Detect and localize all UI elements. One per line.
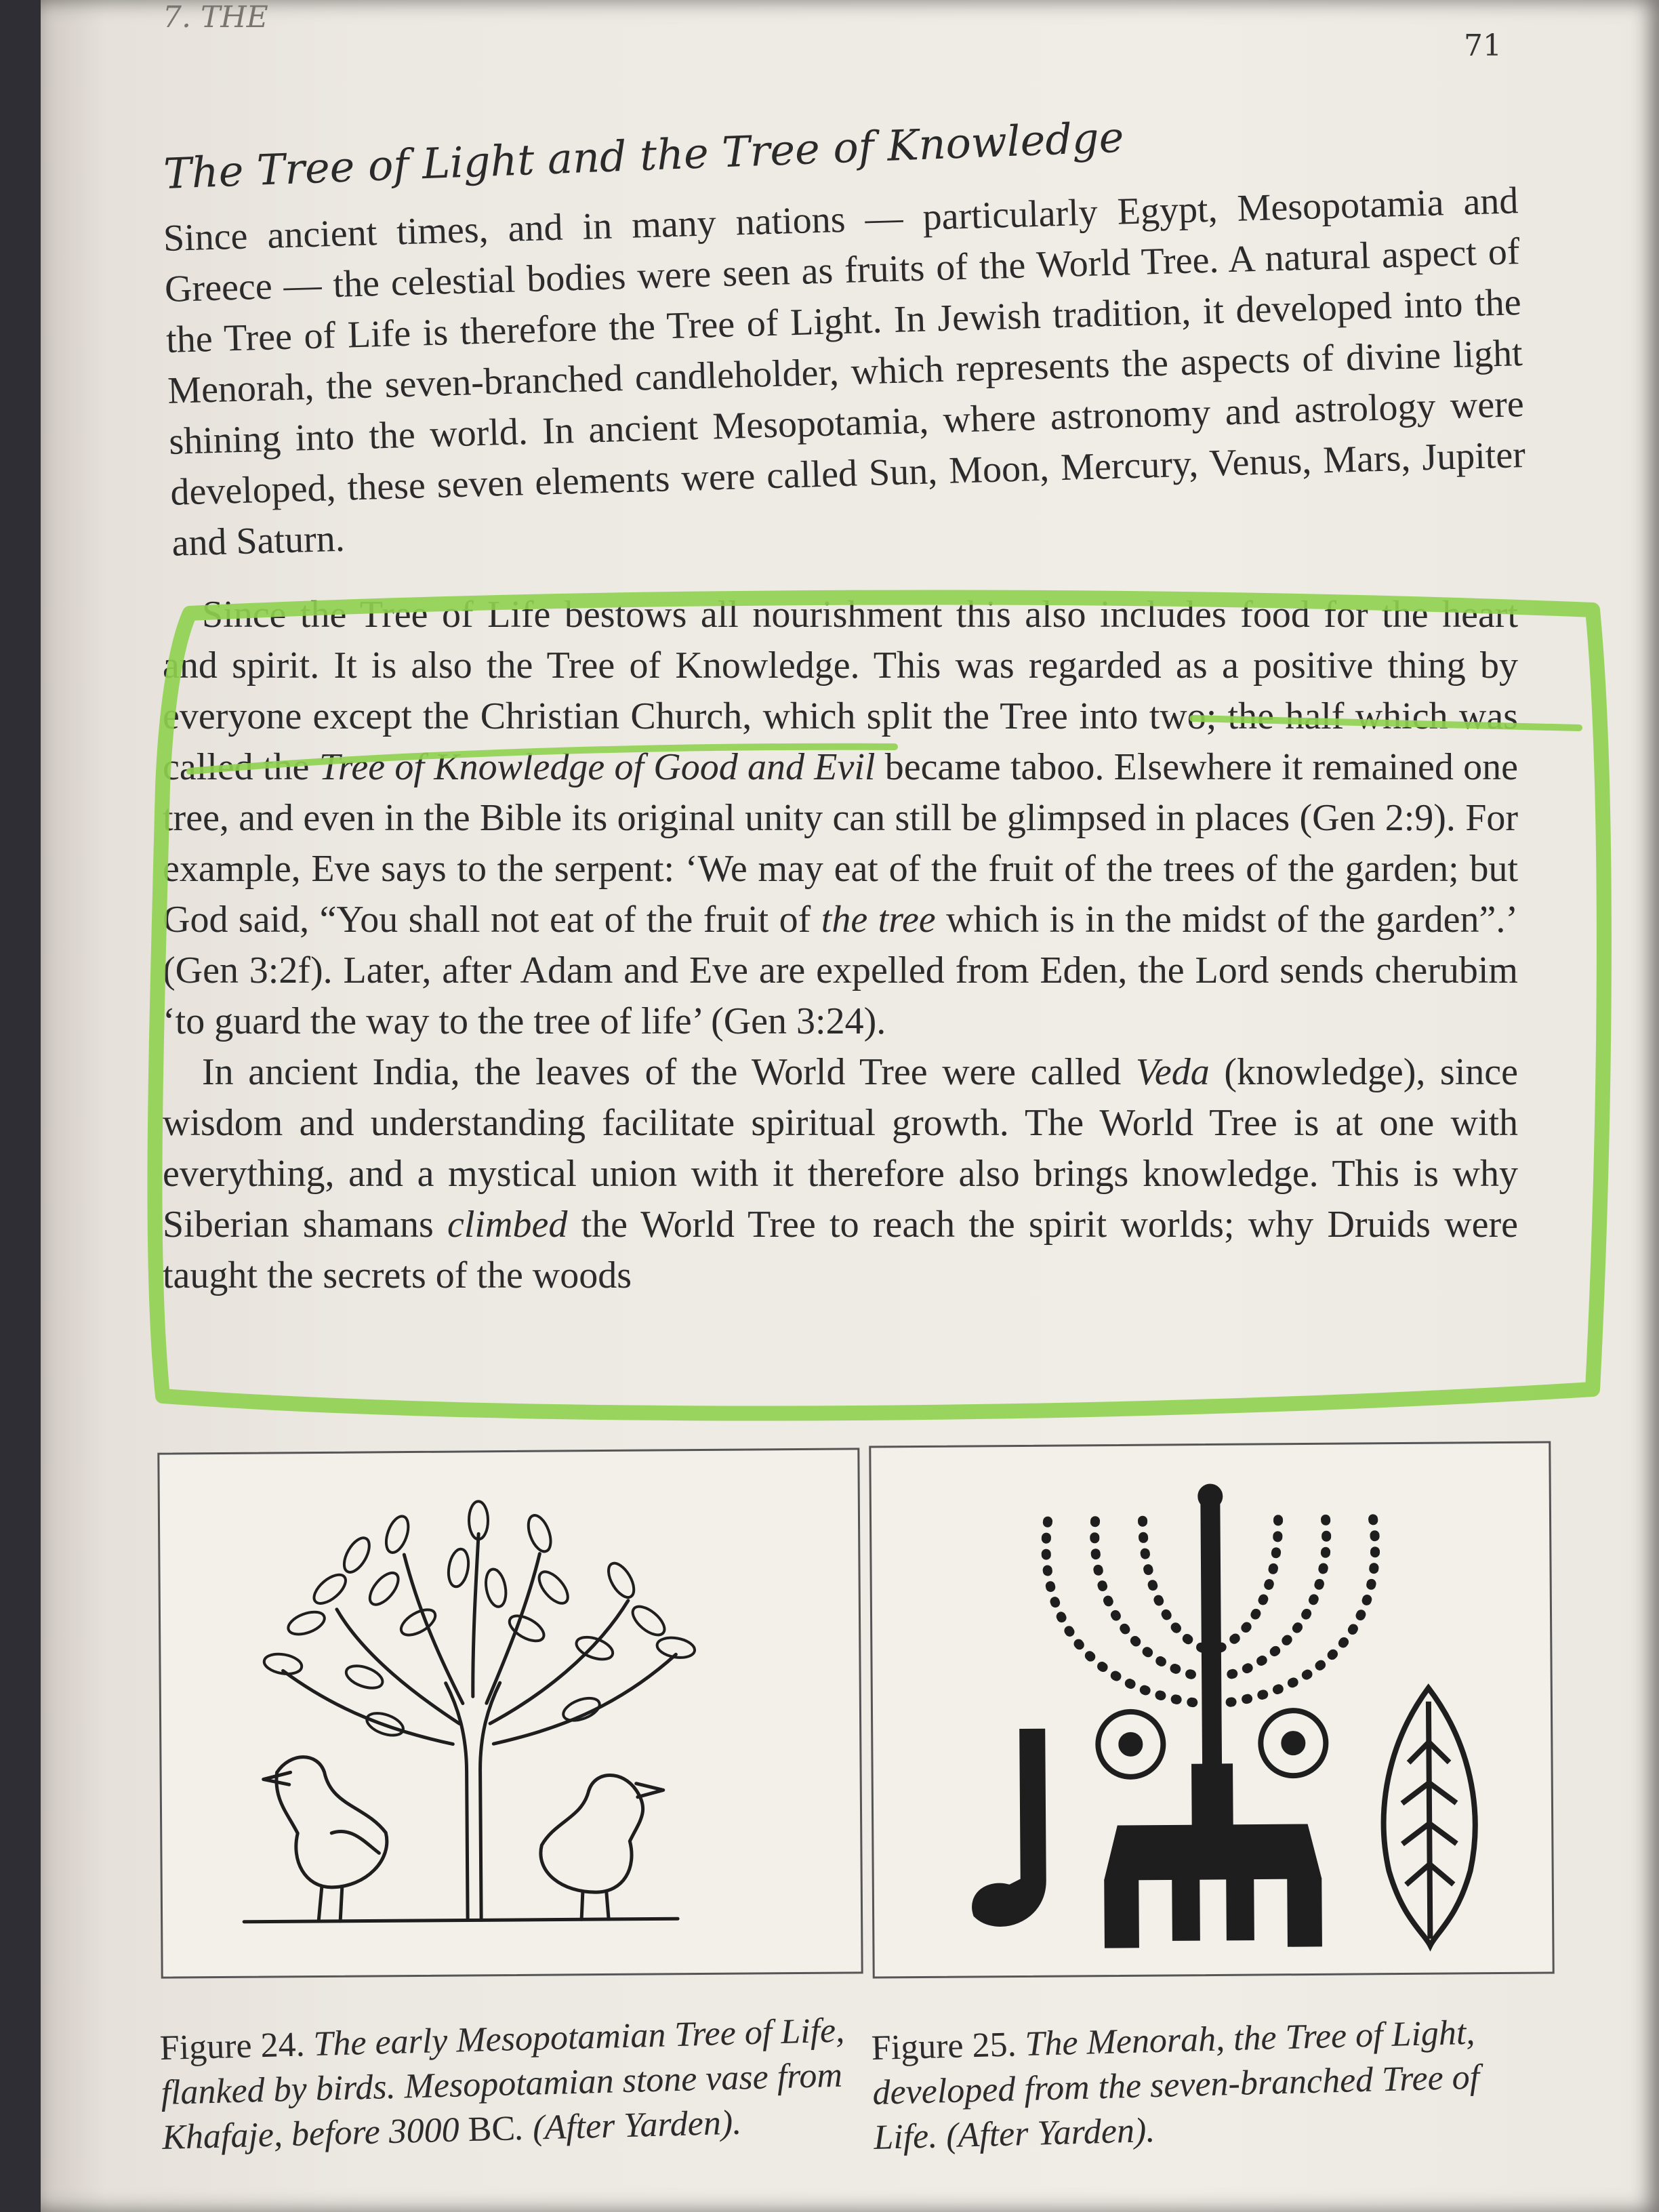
page-number: 71 <box>1464 28 1502 63</box>
section-title: The Tree of Light and the Tree of Knowledge <box>163 112 1125 199</box>
paragraph-3-italic-veda: Veda <box>1135 1051 1210 1093</box>
tree-of-life-illustration <box>159 1450 861 1976</box>
paragraph-3-italic-climbed: climbed <box>447 1204 568 1246</box>
paragraph-1: Since ancient times, and in many nations — particularly Egypt, Mesopotamia and Greece — the celestial bodies were seen as fruits of the World Tree. A natural aspect of the Tree of Life is therefore the Tree of Light. In Jewish tradition, it developed into the Menorah, the seven-branched candleholder, which represents the aspects of divine light shining into the world. In ancient Mesopotamia, where astronomy and astrology were developed, these seven elements were called Sun, Moon, Mercury, Venus, Mars, Jupiter and Saturn. <box>163 180 1526 565</box>
paragraph-3 <box>163 1047 1518 1301</box>
paragraph-2-text-b: became taboo. Elsewhere it remained one tree, and even in the Bible its original unity can still be glimpsed in places (Gen 2:9). For example, Eve says to the serpent: ‘We may eat of the fruit of the trees of the garden; but God said, “You shall not eat of the fruit of <box>163 746 1518 941</box>
figure-24-caption-text-a: The early Mesopotamian Tree of Life, flanked by birds. Mesopotamian stone vase from Khafaje, before 3000 <box>160 2011 845 2157</box>
figure-25-label: Figure 25. <box>871 2025 1017 2068</box>
figure-25-caption <box>871 2009 1552 2160</box>
figure-24-caption-era: BC <box>467 2109 516 2150</box>
figure-24-caption <box>159 2007 881 2160</box>
paragraph-2-text-c: which is in the midst of the garden”.’ (Gen 3:2f). Later, after Adam and Eve are expelled from Eden, the Lord sends cherubim ‘to guard the way to the tree of life’ (Gen 3:24). <box>163 899 1519 1042</box>
paragraph-3-text-c: the World Tree to reach the spirit worlds; why Druids were taught the secrets of the woods <box>163 1204 1518 1296</box>
paragraph-3-text-b: (knowledge), since wisdom and understanding facilitate spiritual growth. The World Tree is at one with everything, and a mystical union with it therefore also brings knowledge. This is why Siberian shamans <box>163 1051 1518 1246</box>
figure-25-caption-text: The Menorah, the Tree of Light, developed from the seven-branched Tree of Life. (After Yarden). <box>872 2013 1480 2157</box>
paragraph-3-text-a: In ancient India, the leaves of the World Tree were called <box>202 1051 1136 1093</box>
menorah-illustration <box>871 1443 1552 1977</box>
paragraph-2-italic-title: Tree of Knowledge of Good and Evil <box>319 746 876 788</box>
paragraph-2-italic-tree: the tree <box>821 899 936 941</box>
running-head: 7. THE <box>163 0 268 35</box>
paragraph-2 <box>163 590 1518 1047</box>
figure-24-label: Figure 24. <box>159 2025 306 2068</box>
body-text <box>163 180 1526 1301</box>
book-page <box>41 0 1659 2212</box>
figure-24-tree-of-life <box>157 1448 863 1978</box>
figure-25-menorah <box>869 1441 1554 1978</box>
paragraph-2-text-a: Since the Tree of Life bestows all nourishment this also includes food for the heart and spirit. It is also the Tree of Knowledge. This was regarded as a positive thing by everyone except the Christian Church, which split the Tree into two; the half which was called the <box>163 594 1518 788</box>
figure-24-caption-text-b: . (After Yarden). <box>514 2103 742 2148</box>
